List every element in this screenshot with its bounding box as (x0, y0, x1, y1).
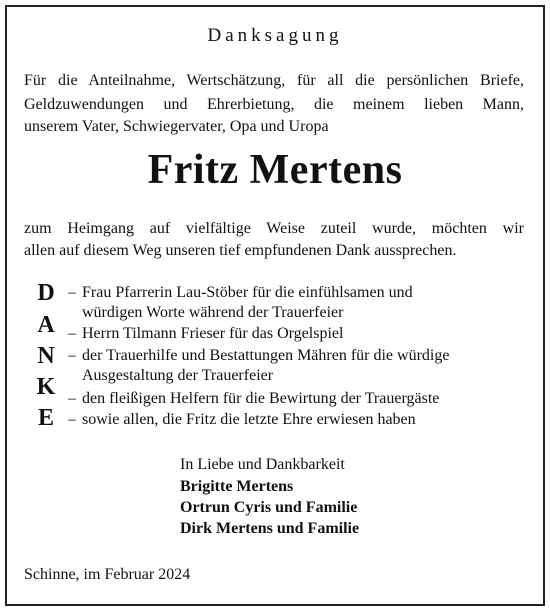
thanks-item (68, 283, 413, 323)
danke-letter-e: E (37, 405, 54, 431)
danke-letter-n: N (37, 343, 55, 369)
intro-line-2: Geldzuwendungen und Ehrerbietung, die meinem lieben Mann, (24, 96, 524, 113)
thanks-item-dash: – (68, 325, 76, 342)
thanks-item-continuation: Ausgestaltung der Trauerfeier (82, 367, 274, 384)
danke-letter-a: A (37, 312, 55, 338)
thanks-item-dash: – (68, 390, 76, 407)
notice-heading: Danksagung (207, 25, 343, 46)
thanks-item-continuation: würdigen Worte während der Trauerfeier (82, 304, 344, 321)
thanks-item-dash: – (68, 411, 76, 428)
signature-name: Dirk Mertens und Familie (180, 520, 360, 537)
thanks-item (68, 389, 439, 409)
thanks-item-text: den fleißigen Helfern für die Bewirtung der Trauergäste (82, 390, 440, 407)
closing-line-1: zum Heimgang auf vielfältige Weise zuteil wurde, möchten wir (24, 220, 524, 237)
danke-letter-d: D (37, 280, 55, 306)
thanks-item (68, 346, 449, 386)
intro-line-3: unserem Vater, Schwiegervater, Opa und Uropa (24, 118, 329, 135)
thanks-item-text: Frau Pfarrerin Lau-Stöber für die einfühlsamen und (82, 284, 413, 301)
danke-letter-k: K (36, 374, 56, 400)
intro-line-1: Für die Anteilnahme, Wertschätzung, für all die persönlichen Briefe, (24, 72, 524, 89)
signature-name: Ortrun Cyris und Familie (180, 499, 358, 516)
thanks-item-text: der Trauerhilfe und Bestattungen Mähren für die würdige (82, 347, 450, 364)
place-date: Schinne, im Februar 2024 (24, 566, 191, 583)
thanks-item-text: sowie allen, die Fritz die letzte Ehre erwiesen haben (82, 411, 416, 428)
thanks-item (68, 410, 416, 430)
signature-name: Brigitte Mertens (180, 478, 294, 495)
thanks-item (68, 324, 343, 344)
thanks-item-text: Herrn Tilmann Frieser für das Orgelspiel (82, 325, 344, 342)
thanks-item-dash: – (68, 284, 76, 301)
thanks-item-dash: – (68, 347, 76, 364)
closing-line-2: allen auf diesem Weg unseren tief empfundenen Dank aussprechen. (24, 242, 457, 259)
deceased-name: Fritz Mertens (147, 147, 403, 193)
signature-greeting: In Liebe und Dankbarkeit (180, 456, 345, 473)
